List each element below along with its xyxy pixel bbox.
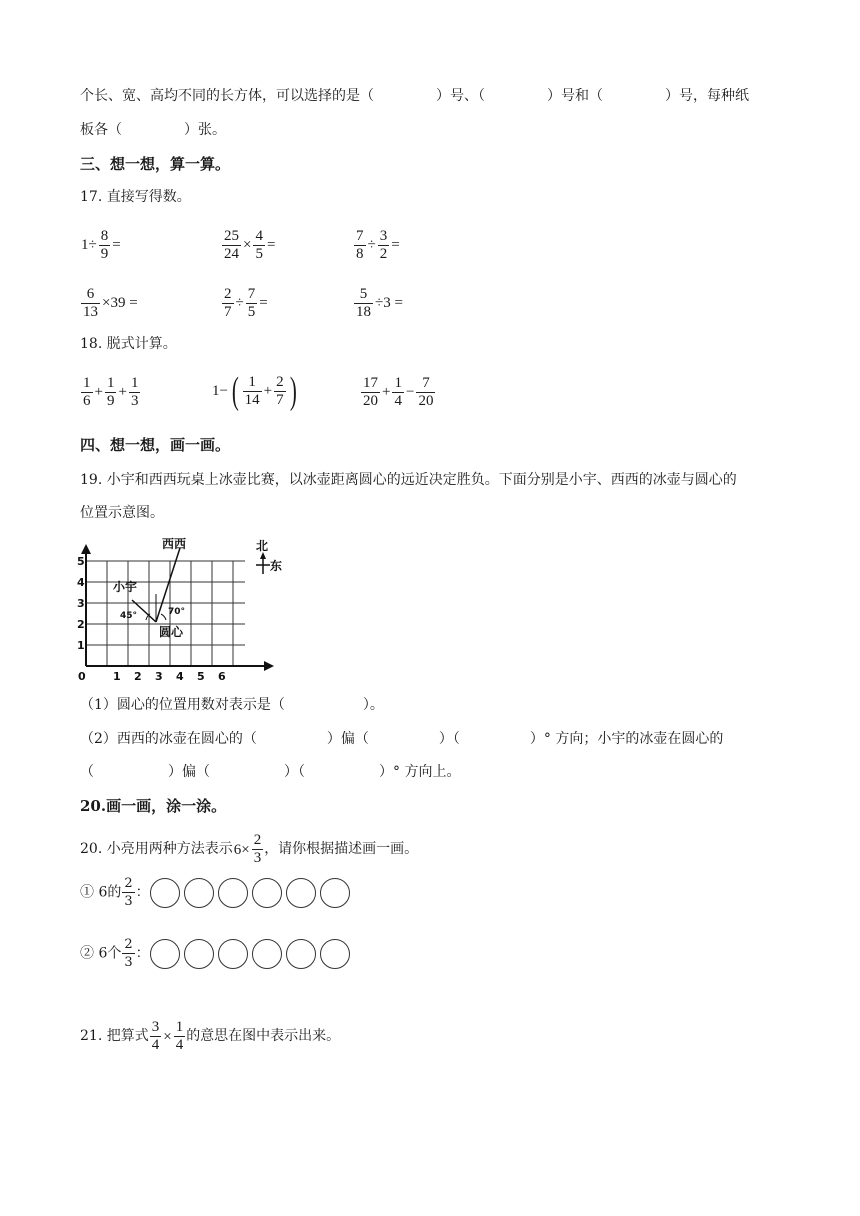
q20-row-2: ② 6个 $\frac{2}{3}$ ： — [80, 936, 350, 971]
q17-item-1: 1÷ $\frac{8}{9}$ = — [81, 228, 121, 262]
circle-r1-3[interactable] — [218, 878, 248, 908]
q17-item-3: $\frac{7}{8}$ ÷ $\frac{3}{2}$ = — [356, 228, 400, 262]
circle-r2-3[interactable] — [218, 939, 248, 969]
x-tick-1: 1 — [113, 670, 121, 683]
compass — [256, 539, 282, 574]
compass-east: 东 — [270, 559, 283, 573]
x-tick-6: 6 — [218, 670, 226, 683]
section-4-heading: 四、想一想，画一画。 — [80, 436, 231, 454]
label-xixi: 西西 — [162, 537, 187, 551]
x-tick-3: 3 — [155, 670, 163, 683]
x-tick-4: 4 — [176, 670, 184, 683]
q19-sub3: （ ）偏（ ）（ ）° 方向上。 — [80, 764, 461, 780]
y-tick-1: 1 — [77, 639, 85, 652]
compass-north: 北 — [256, 539, 269, 553]
y-tick-3: 3 — [77, 597, 85, 610]
circle-r2-1[interactable] — [150, 939, 180, 969]
q16-continuation-line1: 个长、宽、高均不同的长方体，可以选择的是（ ）号、（ ）号和（ ）号，每种纸 — [80, 88, 749, 104]
q19-sub1: （1）圆心的位置用数对表示是（ ）。 — [80, 697, 384, 713]
x-tick-0: 0 — [78, 670, 86, 683]
circle-r2-4[interactable] — [252, 939, 282, 969]
grid-tick-labels — [77, 555, 226, 683]
q18-title: 18. 脱式计算。 — [80, 336, 177, 352]
circle-r2-2[interactable] — [184, 939, 214, 969]
q18-expr-2: 1− ( $\frac{1}{14}$ + $\frac{2}{7}$ ) — [212, 370, 297, 412]
q17-title: 17. 直接写得数。 — [80, 189, 191, 205]
label-xiaoyu: 小宇 — [113, 580, 138, 594]
q18-expr-1: $\frac{1}{6}$ + $\frac{1}{9}$ + $\frac{1}{3}$ — [83, 375, 139, 409]
circle-r1-6[interactable] — [320, 878, 350, 908]
q17-item-5: $\frac{2}{7}$ ÷ $\frac{7}{5}$ = — [224, 286, 268, 320]
section-20-heading: 20.画一画，涂一涂。 — [80, 797, 227, 815]
x-tick-2: 2 — [134, 670, 142, 683]
y-tick-5: 5 — [77, 555, 85, 568]
q17-item-2: $\frac{25}{24}$ × $\frac{4}{5}$ = — [224, 228, 276, 262]
circle-r1-2[interactable] — [184, 878, 214, 908]
angle-left-label: 45° — [120, 611, 138, 621]
q16-continuation-line2: 板各（ ）张。 — [80, 122, 226, 138]
circle-r2-6[interactable] — [320, 939, 350, 969]
q20-row-1: ① 6的 $\frac{2}{3}$ ： — [80, 875, 350, 910]
q17-item-6: $\frac{5}{18}$ ÷3 = — [356, 286, 403, 320]
angle-right-label: 70° — [168, 607, 186, 617]
q21-text: 21. 把算式 $\frac{3}{4}$ × $\frac{1}{4}$ 的意思在图中表示出来。 — [80, 1019, 341, 1053]
circle-r1-1[interactable] — [150, 878, 180, 908]
circle-r2-5[interactable] — [286, 939, 316, 969]
q19-sub2: （2）西西的冰壶在圆心的（ ）偏（ ）（ ）° 方向；小宇的冰壶在圆心的 — [80, 731, 724, 747]
q17-item-4: $\frac{6}{13}$ ×39 = — [83, 286, 138, 320]
section-3-heading: 三、想一想，算一算。 — [80, 155, 231, 173]
y-tick-4: 4 — [77, 576, 85, 589]
q18-expr-3: $\frac{17}{20}$ + $\frac{1}{4}$ − $\frac{7}{20}$ — [363, 375, 434, 409]
q19-text-line1: 19. 小宇和西西玩桌上冰壶比赛，以冰壶距离圆心的远近决定胜负。下面分别是小宇、西西的冰壶与圆心的 — [80, 472, 737, 488]
label-center: 圆心 — [159, 625, 184, 639]
circle-r1-4[interactable] — [252, 878, 282, 908]
curling-grid-diagram — [76, 534, 286, 684]
y-tick-2: 2 — [77, 618, 85, 631]
q19-text-line2: 位置示意图。 — [80, 505, 164, 521]
x-tick-5: 5 — [197, 670, 205, 683]
q20-text: 20. 小亮用两种方法表示6× $\frac{2}{3}$ ，请你根据描述画一画。 — [80, 832, 419, 866]
circle-r1-5[interactable] — [286, 878, 316, 908]
